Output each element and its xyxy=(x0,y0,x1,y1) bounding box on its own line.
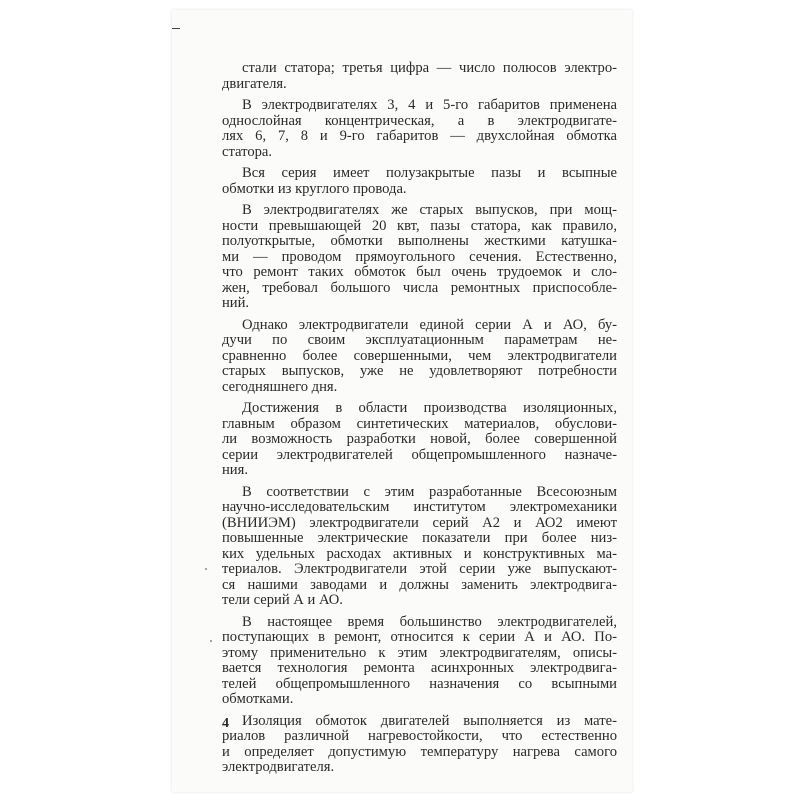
text-line: ся нашими заводами и должны заменить электродвига- xyxy=(222,576,617,593)
text-line: главным образом синтетических материалов, обуслови- xyxy=(222,415,617,432)
text-line: вается технология ремонта асинхронных электродвига- xyxy=(222,660,617,676)
paragraph xyxy=(222,714,617,776)
text-line: стали статора; третья цифра — число полюсов электро- xyxy=(242,60,617,76)
text-line: ний. xyxy=(222,295,250,311)
text-line: ния. xyxy=(222,462,248,478)
text-line: телей общепромышленного назначения со всыпными xyxy=(222,675,617,692)
text-line: однослойная концентрическая, а в электродвигате- xyxy=(222,112,617,129)
paragraph xyxy=(222,166,617,197)
text-line: (ВНИИЭМ) электродвигатели серий А2 и АО2 имеют xyxy=(222,514,617,531)
body-text xyxy=(222,61,617,782)
paragraph xyxy=(222,98,617,160)
paragraph xyxy=(222,203,617,312)
text-line: что ремонт таких обмоток был очень трудоемок и сло- xyxy=(222,264,617,280)
text-line: ли возможность разработки новой, более совершенной xyxy=(222,431,617,447)
text-line: лях 6, 7, 8 и 9-го габаритов — двухслойная обмотка xyxy=(222,128,617,144)
text-line: обмотки из круглого провода. xyxy=(222,180,407,197)
paragraph xyxy=(222,318,617,396)
page-number: 4 xyxy=(222,716,229,731)
text-line: обмотками. xyxy=(222,691,294,707)
dust-speck xyxy=(205,568,207,570)
text-line: повышенные электрические показатели при более низ- xyxy=(222,530,617,546)
edge-mark xyxy=(172,28,180,29)
text-line: поступающих в ремонт, относится к серии А и АО. По- xyxy=(222,629,617,645)
text-line: Достижения в области производства изоляционных, xyxy=(242,400,617,416)
text-line: ности превышающей 20 квт, пазы статора, как правило, xyxy=(222,217,617,234)
text-line: полуоткрытые, обмотки выполнены жесткими катушка- xyxy=(222,233,617,249)
text-line: и определяет допустимую температуру нагрева самого xyxy=(222,743,617,760)
dust-speck xyxy=(210,640,212,642)
text-line: тели серий А и АО. xyxy=(222,592,343,608)
text-line: В электродвигателях же старых выпусков, при мощ- xyxy=(242,202,617,218)
text-line: Однако электродвигатели единой серии А и АО, бу- xyxy=(242,316,617,333)
paragraph xyxy=(222,485,617,609)
text-line: статора. xyxy=(222,143,273,160)
text-line: старых выпусков, уже не удовлетворяют потребности xyxy=(222,363,617,379)
text-line: риалов различной нагревостойкости, что естественно xyxy=(222,728,617,744)
text-line: териалов. Электродвигатели этой серии уже выпускают- xyxy=(222,561,617,577)
text-line: двигателя. xyxy=(222,75,287,92)
text-line: В электродвигателях 3, 4 и 5-го габаритов применена xyxy=(242,97,617,113)
text-line: сегодняшнего дня. xyxy=(222,378,338,395)
paragraph xyxy=(222,401,617,479)
text-line: В соответствии с этим разработанные Всесоюзным xyxy=(242,483,617,500)
text-line: ми — проводом прямоугольного сечения. Естественно, xyxy=(222,248,617,265)
text-line: ких удельных расходах активных и конструктивных ма- xyxy=(222,545,617,562)
text-line: дучи по своим эксплуатационным параметрам не- xyxy=(222,332,617,348)
text-line: В настоящее время большинство электродвигателей, xyxy=(242,613,617,630)
paragraph xyxy=(222,615,617,708)
paragraph xyxy=(222,61,617,92)
text-line: серии электродвигателей общепромышленного назначе- xyxy=(222,446,617,463)
text-line: научно-исследовательским институтом электромеханики xyxy=(222,499,617,515)
text-line: Вся серия имеет полузакрытые пазы и всыпные xyxy=(242,165,617,181)
text-line: жен, требовал большого числа ремонтных приспособле- xyxy=(222,279,617,296)
text-line: этому применительно к этим электродвигателям, описы- xyxy=(222,644,617,661)
text-line: Изоляция обмоток двигателей выполняется из мате- xyxy=(242,712,617,729)
text-line: электродвигателя. xyxy=(222,759,335,775)
text-line: сравненно более совершенными, чем электродвигатели xyxy=(222,347,617,364)
